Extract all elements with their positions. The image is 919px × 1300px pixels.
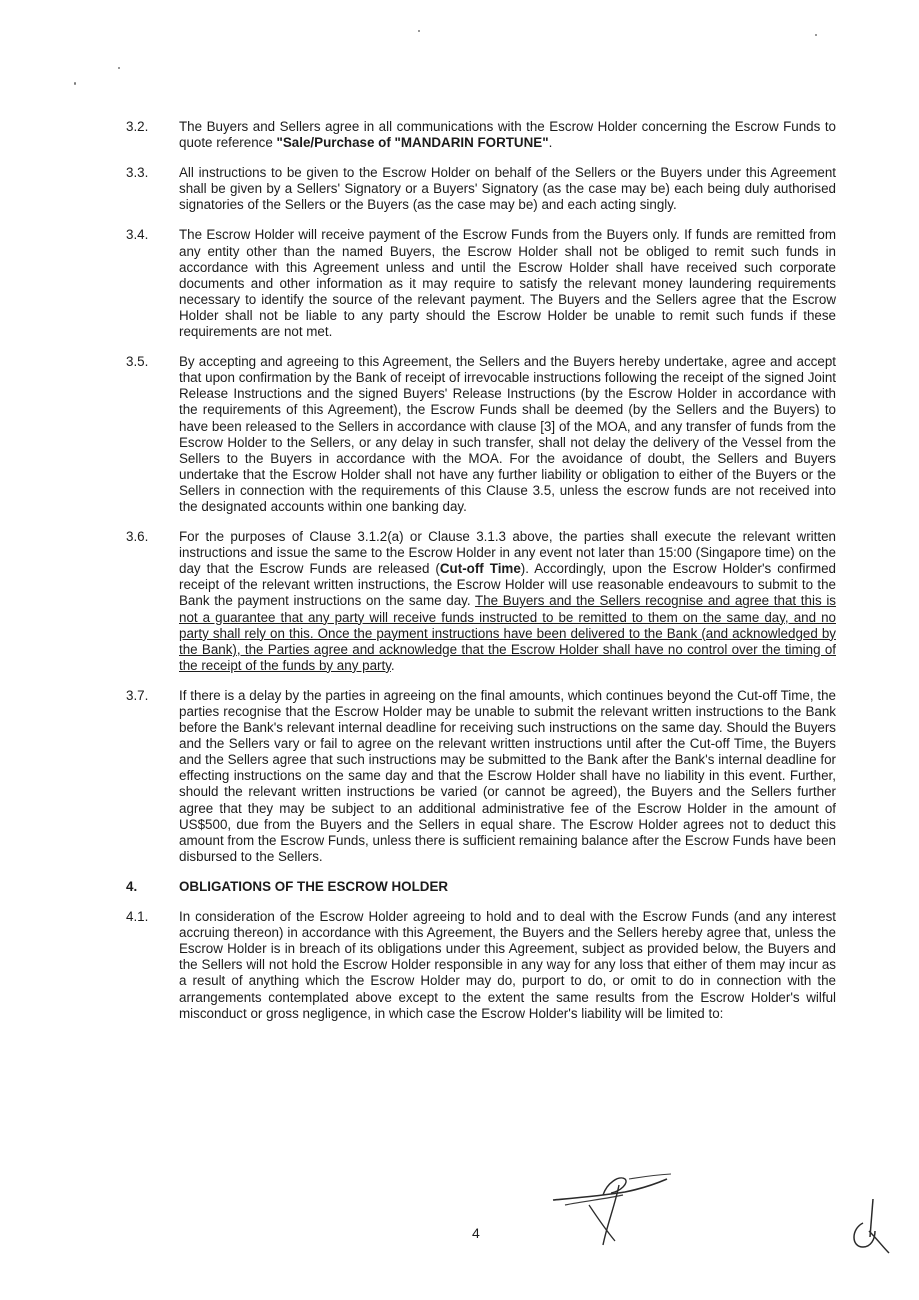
clause-text: If there is a delay by the parties in agreeing on the final amounts, which continues beyond the Cut-off Time, the parties recognise that the Escrow Holder may be unable to submit the relevant written instructions to the Bank before the Bank's relevant internal deadline for receiving such instructions on the same day. Should the Buyers and the Sellers vary or fail to agree on the relevant written instructions until after the Cut-off Time, the Buyers and the Sellers agree that such instructions may be submitted to the Bank after the Bank's internal deadline for effecting instructions on the same day and that the Escrow Holder shall have no liability in this event. Further, should the relevant written instructions be varied (or cannot be agreed), the Buyers and the Sellers further agree that they may be subject to an additional administrative fee of the Escrow Holder in the amount of US$500, due from the Buyers and the Sellers in equal share. The Escrow Holder agrees not to deduct this amount from the Escrow Funds, unless there is sufficient remaining balance after the Escrow Funds have been disbursed to the Sellers. <box>179 687 836 864</box>
scan-speck <box>815 34 817 36</box>
clause-3-3 <box>126 165 836 213</box>
scan-speck <box>418 30 420 32</box>
clause-3-5 <box>126 354 836 515</box>
clause-text-part: The Buyers and Sellers agree in all communications with the Escrow Holder concerning the Escrow Funds to quote reference <box>179 119 836 151</box>
initial-mark <box>845 1195 895 1255</box>
signature-mark <box>545 1165 685 1250</box>
defined-term: Cut-off Time <box>439 561 521 577</box>
section-title: OBLIGATIONS OF THE ESCROW HOLDER <box>179 878 449 894</box>
clause-number: 4.1. <box>126 909 149 925</box>
page-number: 4 <box>472 1225 480 1241</box>
clause-number: 3.3. <box>126 165 149 181</box>
clause-3-4 <box>126 227 836 340</box>
clause-4-1 <box>126 909 836 1022</box>
clause-text: All instructions to be given to the Escrow Holder on behalf of the Sellers or the Buyers under this Agreement shall be given by a Sellers' Signatory or a Buyers' Signatory (as the case may be) each being duly authorised signatories of the Sellers or the Buyers (as the case may be) and each acting singly. <box>179 165 836 213</box>
clause-text <box>179 119 836 151</box>
scan-speck <box>74 82 76 85</box>
clause-text <box>179 529 836 674</box>
section-heading <box>126 879 836 895</box>
clause-text: The Escrow Holder will receive payment of the Escrow Funds from the Buyers only. If funds are remitted from any entity other than the named Buyers, the Escrow Holder shall not be obliged to remit such funds in accordance with this Agreement unless and until the Escrow Holder shall have received such corporate documents and other information as it may require to satisfy the relevant money laundering requirements necessary to identify the source of the relevant payment. The Buyers and the Sellers agree that the Escrow Holder shall not be liable to any party should the Escrow Holder be unable to remit such funds if these requirements are not met. <box>179 227 836 340</box>
clause-text-part: . <box>390 657 395 673</box>
clause-number: 3.2. <box>126 119 149 134</box>
clause-text: By accepting and agreeing to this Agreement, the Sellers and the Buyers hereby undertake, agree and accept that upon confirmation by the Bank of receipt of irrevocable instructions following the receipt of the signed Joint Release Instructions and the signed Buyers' Release Instructions (by the Escrow Holder in accordance with the requirements of this Agreement), the Escrow Funds shall be deemed (by the Sellers and the Buyers) to have been released to the Sellers in accordance with clause [3] of the MOA, and any transfer of funds from the Escrow Holder to the Sellers, or any delay in such transfer, shall not delay the delivery of the Vessel from the Sellers to the Buyers in accordance with the MOA. For the avoidance of doubt, the Sellers and Buyers undertake that the Escrow Holder shall not have any further liability or obligation to either of the Buyers or the Sellers in connection with the requirements of this Clause 3.5, unless the escrow funds are not received into the designated accounts within one banking day. <box>179 354 836 514</box>
clause-number: 3.5. <box>126 354 149 370</box>
clause-3-6 <box>126 529 836 674</box>
document-body <box>126 119 836 1036</box>
clause-text-part: . <box>548 135 553 151</box>
clause-number: 3.7. <box>126 687 149 703</box>
clause-text-part: ). Accordingly, upon the Escrow Holder's confirmed receipt of the relevant written instructions, the Escrow Holder will use reasonable endeavours to submit to the Bank the payment instructions on the same day. <box>179 561 836 609</box>
clause-text: In consideration of the Escrow Holder agreeing to hold and to deal with the Escrow Funds (and any interest accruing thereon) in accordance with this Agreement, the Buyers and the Sellers hereby agree that, unless the Escrow Holder is in breach of its obligations under this Agreement, subject as provided below, the Buyers and the Sellers will not hold the Escrow Holder responsible in any way for any loss that either of them may incur as a result of anything which the Escrow Holder may do, purport to do, or omit to do in connection with the arrangements contemplated above except to the extent the same results from the Escrow Holder's wilful misconduct or gross negligence, in which case the Escrow Holder's liability will be limited to: <box>179 909 836 1021</box>
clause-number: 3.4. <box>126 227 149 243</box>
clause-3-7 <box>126 688 836 865</box>
clause-text-part: For the purposes of Clause 3.1.2(a) or Clause 3.1.3 above, the parties shall execute the relevant written instructions and issue the same to the Escrow Holder in any event not later than 15:00 (Singapore time) on the day that the Escrow Funds are released ( <box>179 529 836 577</box>
scan-speck <box>118 67 120 69</box>
clause-number: 3.6. <box>126 529 149 545</box>
section-number: 4. <box>126 878 138 894</box>
underlined-text: The Buyers and the Sellers recognise and agree that this is not a guarantee that any party will receive funds instructed to be remitted to them on the same day, and no party shall rely on this. Once the payment instructions have been delivered to the Bank (and acknowledged by the Bank), the Parties agree and acknowledge that the Escrow Holder shall have no control over the timing of the receipt of the funds by any party <box>179 593 837 673</box>
clause-3-2 <box>126 119 836 151</box>
reference-quote: "Sale/Purchase of "MANDARIN FORTUNE" <box>276 135 549 151</box>
